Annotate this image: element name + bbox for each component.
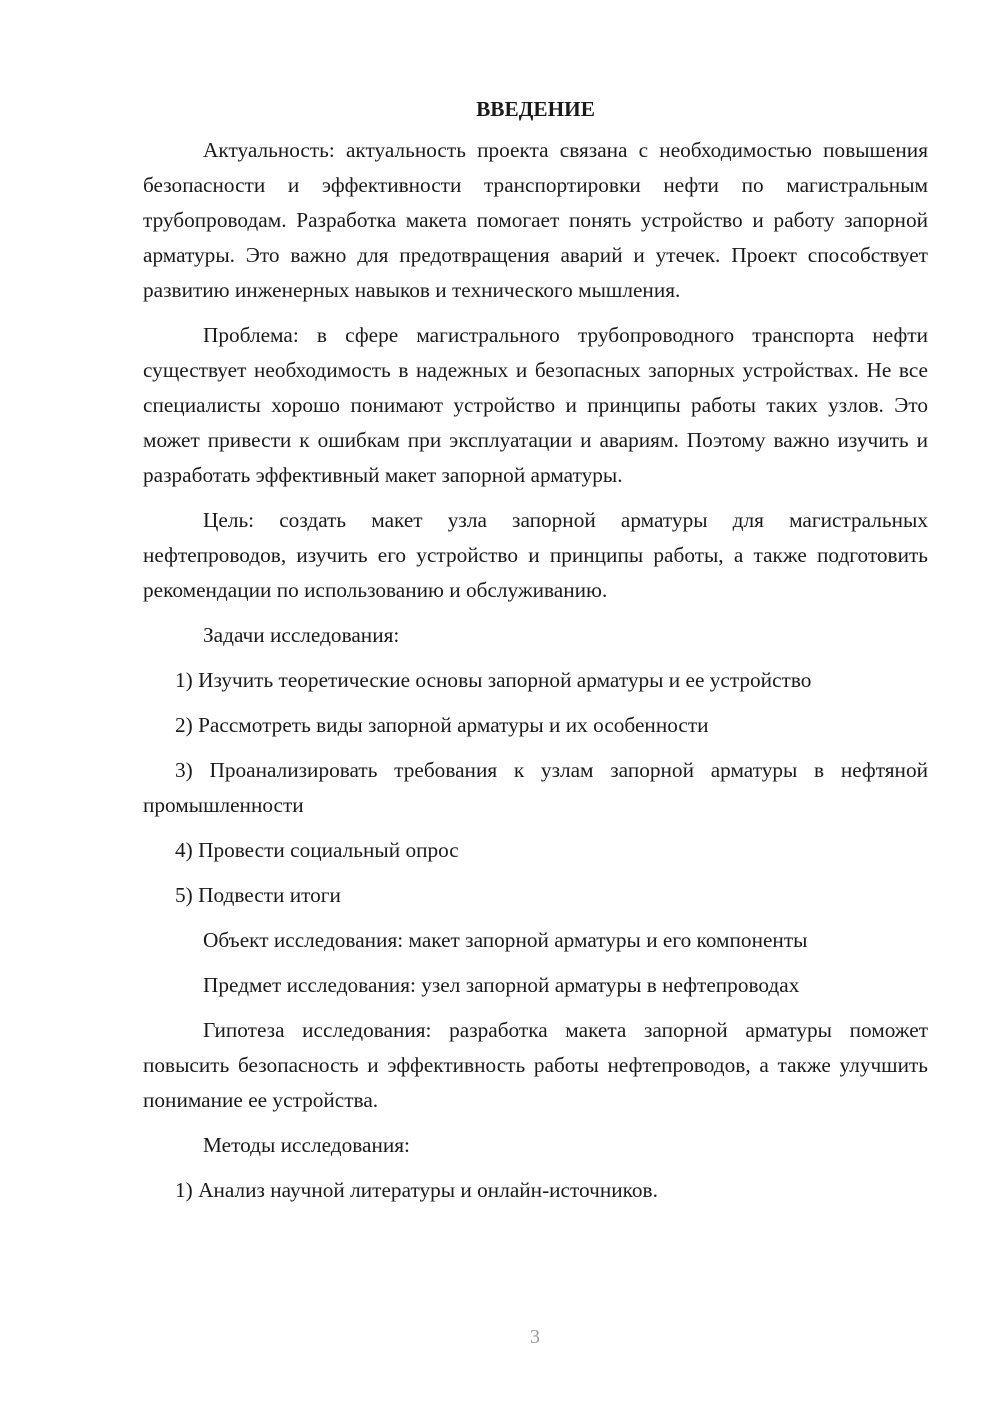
task-item-1: 1) Изучить теоретические основы запорной арматуры и ее устройство <box>175 668 812 692</box>
task-item-2: 2) Рассмотреть виды запорной арматуры и их особенности <box>175 713 709 737</box>
paragraph-subject: Предмет исследования: узел запорной арматуры в нефтепроводах <box>203 973 800 997</box>
paragraph-goal: Цель: создать макет узла запорной арматуры для магистральных нефтепроводов, изучить его устройство и принципы работы, а также подготовить рекомендации по использованию и обслуживанию. <box>143 508 928 602</box>
task-item-4: 4) Провести социальный опрос <box>175 838 459 862</box>
task-item-5: 5) Подвести итоги <box>175 883 341 907</box>
page-number: 3 <box>530 1326 540 1348</box>
task-item-3: 3) Проанализировать требования к узлам запорной арматуры в нефтяной промышленности <box>143 758 928 817</box>
document-page <box>143 92 928 1218</box>
paragraph-object: Объект исследования: макет запорной арматуры и его компоненты <box>203 928 808 952</box>
paragraph-hypothesis: Гипотеза исследования: разработка макета запорной арматуры поможет повысить безопасность и эффективность работы нефтепроводов, а также улучшить понимание ее устройства. <box>143 1018 928 1112</box>
method-item-1: 1) Анализ научной литературы и онлайн-источников. <box>175 1178 658 1202</box>
paragraph-relevance: Актуальность: актуальность проекта связана с необходимостью повышения безопасности и эффективности транспортировки нефти по магистральным трубопроводам. Разработка макета помогает понять устройство и работу запорной арматуры. Это важно для предотвращения аварий и утечек. Проект способствует развитию инженерных навыков и технического мышления. <box>143 138 928 302</box>
page-title: ВВЕДЕНИЕ <box>476 97 595 121</box>
tasks-heading: Задачи исследования: <box>203 623 400 647</box>
methods-heading: Методы исследования: <box>203 1133 410 1157</box>
paragraph-problem: Проблема: в сфере магистрального трубопроводного транспорта нефти существует необходимость в надежных и безопасных запорных устройствах. Не все специалисты хорошо понимают устройство и принципы работы таких узлов. Это может привести к ошибкам при эксплуатации и авариям. Поэтому важно изучить и разработать эффективный макет запорной арматуры. <box>143 323 928 487</box>
